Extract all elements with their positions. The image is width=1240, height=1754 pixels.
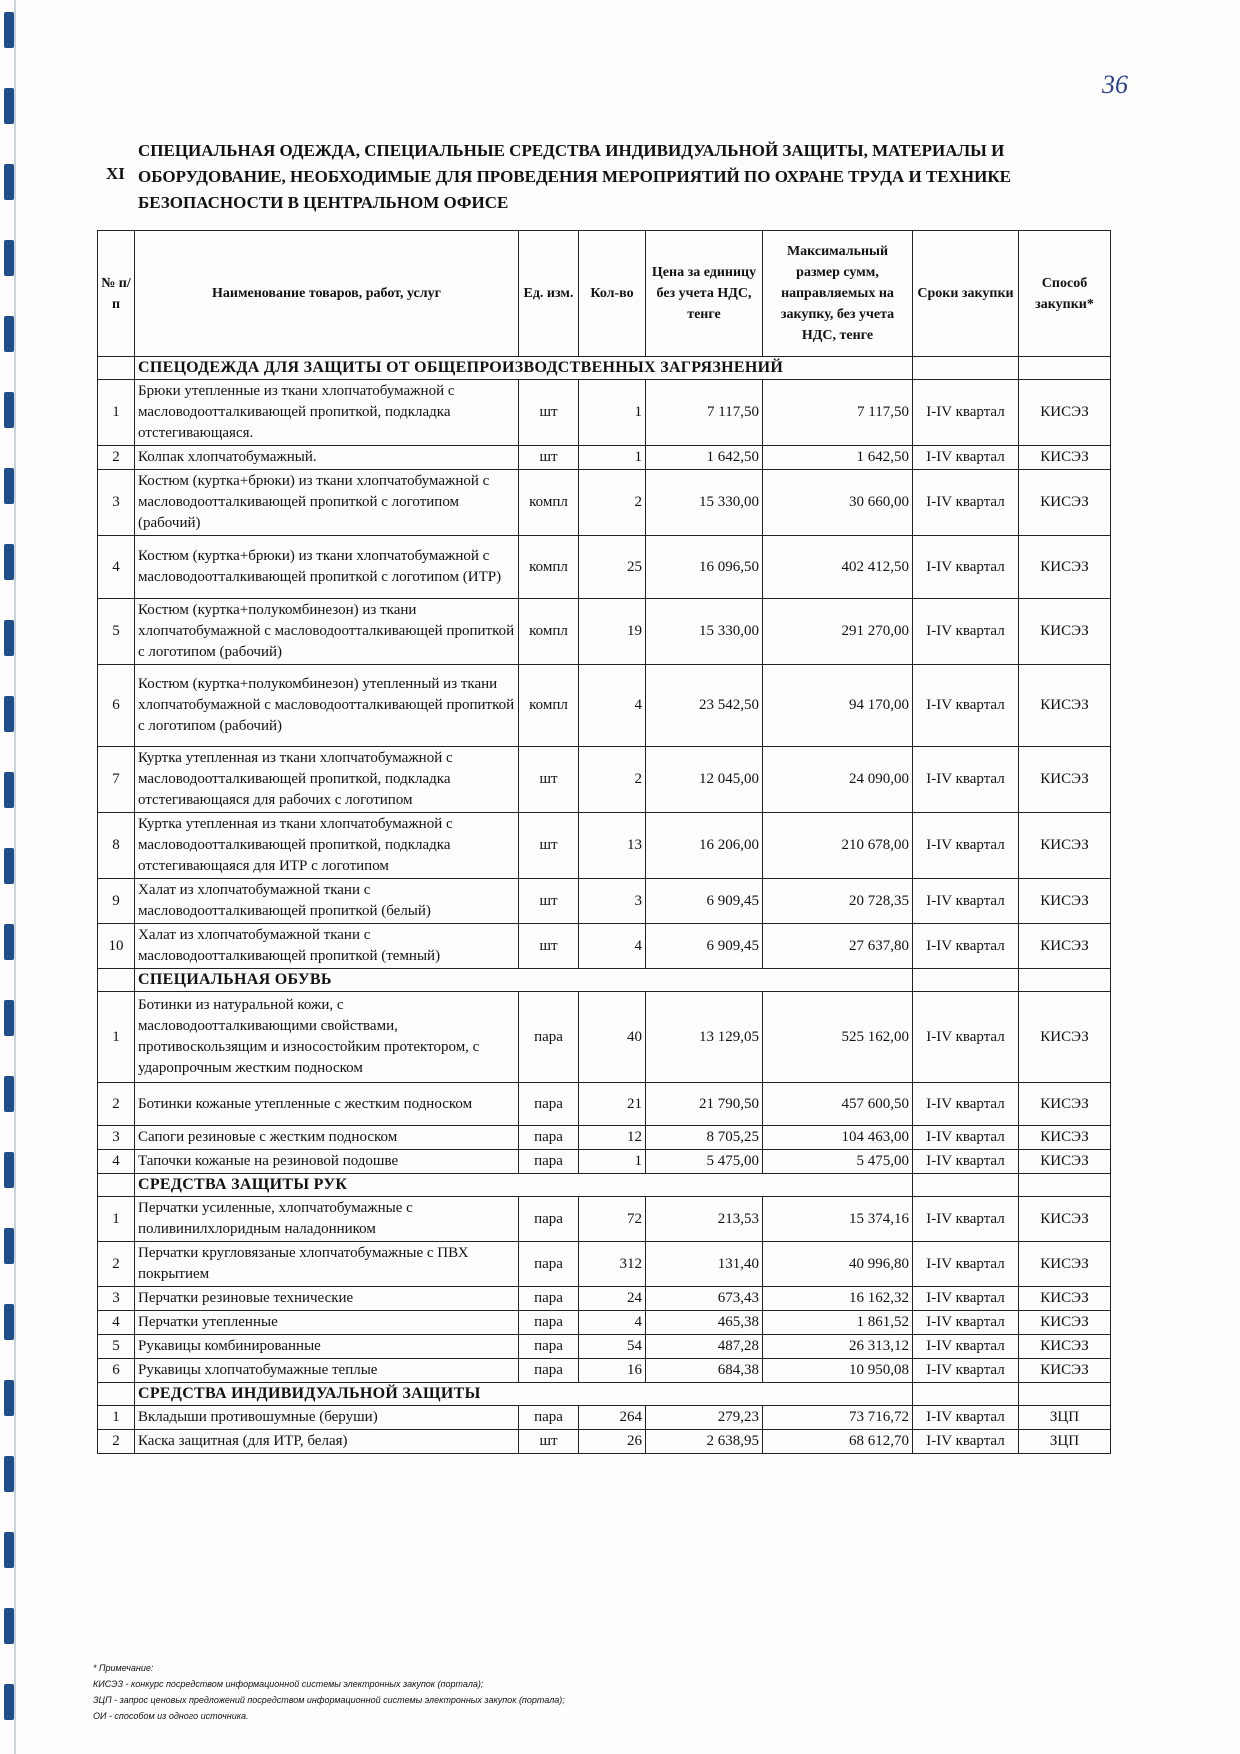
row-unit: шт <box>519 813 579 879</box>
category-num-cell <box>98 969 135 992</box>
category-term-cell <box>913 357 1019 380</box>
row-price: 1 642,50 <box>646 446 763 470</box>
row-unit: шт <box>519 380 579 446</box>
binding-hole <box>4 1380 14 1416</box>
category-method-cell <box>1019 1383 1111 1406</box>
row-name: Халат из хлопчатобумажной ткани с масловодоотталкивающей пропиткой (белый) <box>135 879 519 924</box>
table-row <box>98 1126 1111 1150</box>
row-num: 4 <box>98 1150 135 1174</box>
category-row <box>98 969 1111 992</box>
row-num: 9 <box>98 879 135 924</box>
row-qty: 2 <box>579 747 646 813</box>
row-term: I-IV квартал <box>913 665 1019 747</box>
category-method-cell <box>1019 969 1111 992</box>
row-price: 213,53 <box>646 1197 763 1242</box>
table-body <box>98 357 1111 1454</box>
binding-hole <box>4 1608 14 1644</box>
row-method: КИСЭЗ <box>1019 992 1111 1083</box>
row-method: КИСЭЗ <box>1019 599 1111 665</box>
page-number: 36 <box>1102 70 1128 99</box>
row-qty: 25 <box>579 536 646 599</box>
procurement-table <box>97 230 1111 1454</box>
row-method: КИСЭЗ <box>1019 665 1111 747</box>
row-term: I-IV квартал <box>913 536 1019 599</box>
row-term: I-IV квартал <box>913 446 1019 470</box>
row-sum: 291 270,00 <box>763 599 913 665</box>
table-row <box>98 992 1111 1083</box>
row-qty: 3 <box>579 879 646 924</box>
binding-hole <box>4 1684 14 1720</box>
row-method: КИСЭЗ <box>1019 1126 1111 1150</box>
row-name: Костюм (куртка+полукомбинезон) из ткани хлопчатобумажной с масловодоотталкивающей пропиткой с логотипом (рабочий) <box>135 599 519 665</box>
row-term: I-IV квартал <box>913 1126 1019 1150</box>
row-qty: 4 <box>579 924 646 969</box>
row-sum: 7 117,50 <box>763 380 913 446</box>
row-name: Перчатки усиленные, хлопчатобумажные с поливинилхлоридным наладонником <box>135 1197 519 1242</box>
row-term: I-IV квартал <box>913 879 1019 924</box>
table-row <box>98 813 1111 879</box>
row-price: 6 909,45 <box>646 879 763 924</box>
row-price: 21 790,50 <box>646 1083 763 1126</box>
row-num: 1 <box>98 1197 135 1242</box>
row-price: 12 045,00 <box>646 747 763 813</box>
category-title: СРЕДСТВА ИНДИВИДУАЛЬНОЙ ЗАЩИТЫ <box>135 1383 913 1406</box>
category-title: СПЕЦОДЕЖДА ДЛЯ ЗАЩИТЫ ОТ ОБЩЕПРОИЗВОДСТВЕННЫХ ЗАГРЯЗНЕНИЙ <box>135 357 913 380</box>
row-num: 6 <box>98 665 135 747</box>
table-row <box>98 1287 1111 1311</box>
row-method: КИСЭЗ <box>1019 1242 1111 1287</box>
binding-hole <box>4 620 14 656</box>
row-qty: 12 <box>579 1126 646 1150</box>
row-qty: 1 <box>579 380 646 446</box>
table-header-row <box>98 231 1111 357</box>
footnote-line: КИСЭЗ - конкурс посредством информационной системы электронных закупок (портала); <box>93 1679 484 1689</box>
row-unit: пара <box>519 1150 579 1174</box>
row-price: 7 117,50 <box>646 380 763 446</box>
row-name: Тапочки кожаные на резиновой подошве <box>135 1150 519 1174</box>
row-name: Костюм (куртка+брюки) из ткани хлопчатобумажной с масловодоотталкивающей пропиткой с логотипом (ИТР) <box>135 536 519 599</box>
row-method: КИСЭЗ <box>1019 1287 1111 1311</box>
row-name: Брюки утепленные из ткани хлопчатобумажной с масловодоотталкивающей пропиткой, подкладка отстегивающаяся. <box>135 380 519 446</box>
row-unit: пара <box>519 1287 579 1311</box>
table-row <box>98 665 1111 747</box>
table-row <box>98 446 1111 470</box>
row-qty: 19 <box>579 599 646 665</box>
header-price: Цена за единицу без учета НДС, тенге <box>646 231 763 357</box>
row-sum: 402 412,50 <box>763 536 913 599</box>
binding-hole <box>4 1076 14 1112</box>
row-num: 1 <box>98 380 135 446</box>
table-row <box>98 1335 1111 1359</box>
row-price: 279,23 <box>646 1406 763 1430</box>
row-method: КИСЭЗ <box>1019 924 1111 969</box>
header-qty: Кол-во <box>579 231 646 357</box>
category-row <box>98 357 1111 380</box>
row-term: I-IV квартал <box>913 1335 1019 1359</box>
row-name: Ботинки из натуральной кожи, с масловодоотталкивающими свойствами, противоскользящим и износостойким протектором, с ударопрочным жестким подноском <box>135 992 519 1083</box>
row-num: 2 <box>98 1430 135 1454</box>
row-method: КИСЭЗ <box>1019 879 1111 924</box>
row-num: 3 <box>98 1287 135 1311</box>
footnote-line: ЗЦП - запрос ценовых предложений посредством информационной системы электронных закупок (портала); <box>93 1695 565 1705</box>
row-sum: 1 642,50 <box>763 446 913 470</box>
row-name: Ботинки кожаные утепленные с жестким подноском <box>135 1083 519 1126</box>
row-term: I-IV квартал <box>913 1197 1019 1242</box>
row-sum: 10 950,08 <box>763 1359 913 1383</box>
row-name: Костюм (куртка+полукомбинезон) утепленный из ткани хлопчатобумажной с масловодоотталкивающей пропиткой с логотипом (рабочий) <box>135 665 519 747</box>
row-sum: 104 463,00 <box>763 1126 913 1150</box>
row-method: КИСЭЗ <box>1019 1335 1111 1359</box>
category-term-cell <box>913 1174 1019 1197</box>
row-sum: 24 090,00 <box>763 747 913 813</box>
row-term: I-IV квартал <box>913 813 1019 879</box>
row-num: 1 <box>98 1406 135 1430</box>
category-row <box>98 1174 1111 1197</box>
row-price: 16 206,00 <box>646 813 763 879</box>
binding-hole <box>4 1152 14 1188</box>
table-row <box>98 536 1111 599</box>
row-num: 4 <box>98 536 135 599</box>
table-row <box>98 879 1111 924</box>
row-term: I-IV квартал <box>913 1083 1019 1126</box>
row-qty: 312 <box>579 1242 646 1287</box>
spiral-binding <box>0 0 22 1754</box>
row-price: 684,38 <box>646 1359 763 1383</box>
row-price: 13 129,05 <box>646 992 763 1083</box>
binding-hole <box>4 544 14 580</box>
row-qty: 54 <box>579 1335 646 1359</box>
table-row <box>98 747 1111 813</box>
table-row <box>98 470 1111 536</box>
category-method-cell <box>1019 1174 1111 1197</box>
category-method-cell <box>1019 357 1111 380</box>
row-sum: 457 600,50 <box>763 1083 913 1126</box>
row-term: I-IV квартал <box>913 1406 1019 1430</box>
header-unit: Ед. изм. <box>519 231 579 357</box>
row-term: I-IV квартал <box>913 599 1019 665</box>
row-unit: шт <box>519 1430 579 1454</box>
row-price: 131,40 <box>646 1242 763 1287</box>
binding-hole <box>4 1532 14 1568</box>
row-sum: 5 475,00 <box>763 1150 913 1174</box>
row-method: КИСЭЗ <box>1019 1311 1111 1335</box>
row-term: I-IV квартал <box>913 1430 1019 1454</box>
row-name: Вкладыши противошумные (беруши) <box>135 1406 519 1430</box>
row-sum: 210 678,00 <box>763 813 913 879</box>
table-row <box>98 1150 1111 1174</box>
row-qty: 72 <box>579 1197 646 1242</box>
row-method: КИСЭЗ <box>1019 1083 1111 1126</box>
row-num: 10 <box>98 924 135 969</box>
row-method: КИСЭЗ <box>1019 1359 1111 1383</box>
header-sum: Максимальный размер сумм, направляемых на закупку, без учета НДС, тенге <box>763 231 913 357</box>
category-num-cell <box>98 357 135 380</box>
row-num: 6 <box>98 1359 135 1383</box>
binding-hole <box>4 924 14 960</box>
row-method: КИСЭЗ <box>1019 446 1111 470</box>
row-method: КИСЭЗ <box>1019 813 1111 879</box>
row-unit: пара <box>519 1311 579 1335</box>
row-name: Куртка утепленная из ткани хлопчатобумажной с масловодоотталкивающей пропиткой, подкладка отстегивающаяся для рабочих с логотипом <box>135 747 519 813</box>
row-term: I-IV квартал <box>913 992 1019 1083</box>
binding-hole <box>4 12 14 48</box>
category-title: СПЕЦИАЛЬНАЯ ОБУВЬ <box>135 969 913 992</box>
row-unit: шт <box>519 446 579 470</box>
row-term: I-IV квартал <box>913 1150 1019 1174</box>
row-num: 5 <box>98 599 135 665</box>
row-num: 1 <box>98 992 135 1083</box>
category-title: СРЕДСТВА ЗАЩИТЫ РУК <box>135 1174 913 1197</box>
section-title: СПЕЦИАЛЬНАЯ ОДЕЖДА, СПЕЦИАЛЬНЫЕ СРЕДСТВА ИНДИВИДУАЛЬНОЙ ЗАЩИТЫ, МАТЕРИАЛЫ И ОБОРУДОВАНИЕ, НЕОБХОДИМЫЕ ДЛЯ ПРОВЕДЕНИЯ МЕРОПРИЯТИЙ ПО ОХРАНЕ ТРУДА И ТЕХНИКЕ БЕЗОПАСНОСТИ В ЦЕНТРАЛЬНОМ ОФИСЕ <box>138 141 1012 212</box>
row-sum: 26 313,12 <box>763 1335 913 1359</box>
row-method: ЗЦП <box>1019 1406 1111 1430</box>
table-row <box>98 1406 1111 1430</box>
row-qty: 4 <box>579 1311 646 1335</box>
row-qty: 13 <box>579 813 646 879</box>
row-sum: 73 716,72 <box>763 1406 913 1430</box>
row-qty: 26 <box>579 1430 646 1454</box>
row-name: Костюм (куртка+брюки) из ткани хлопчатобумажной с масловодоотталкивающей пропиткой с логотипом (рабочий) <box>135 470 519 536</box>
header-num: № п/п <box>98 231 135 357</box>
row-unit: шт <box>519 879 579 924</box>
binding-hole <box>4 164 14 200</box>
row-qty: 2 <box>579 470 646 536</box>
row-sum: 40 996,80 <box>763 1242 913 1287</box>
row-unit: шт <box>519 747 579 813</box>
row-price: 6 909,45 <box>646 924 763 969</box>
row-method: КИСЭЗ <box>1019 380 1111 446</box>
row-unit: компл <box>519 665 579 747</box>
row-method: КИСЭЗ <box>1019 536 1111 599</box>
row-sum: 525 162,00 <box>763 992 913 1083</box>
row-name: Рукавицы хлопчатобумажные теплые <box>135 1359 519 1383</box>
row-name: Халат из хлопчатобумажной ткани с масловодоотталкивающей пропиткой (темный) <box>135 924 519 969</box>
row-method: КИСЭЗ <box>1019 1197 1111 1242</box>
section-number: XI <box>106 164 125 183</box>
row-method: ЗЦП <box>1019 1430 1111 1454</box>
table-row <box>98 1242 1111 1287</box>
row-sum: 30 660,00 <box>763 470 913 536</box>
row-term: I-IV квартал <box>913 1359 1019 1383</box>
category-term-cell <box>913 1383 1019 1406</box>
row-name: Каска защитная (для ИТР, белая) <box>135 1430 519 1454</box>
row-qty: 16 <box>579 1359 646 1383</box>
category-term-cell <box>913 969 1019 992</box>
table-row <box>98 924 1111 969</box>
row-unit: пара <box>519 1335 579 1359</box>
row-name: Куртка утепленная из ткани хлопчатобумажной с масловодоотталкивающей пропиткой, подкладка отстегивающаяся для ИТР с логотипом <box>135 813 519 879</box>
row-term: I-IV квартал <box>913 380 1019 446</box>
row-unit: пара <box>519 1406 579 1430</box>
row-unit: пара <box>519 1197 579 1242</box>
row-name: Перчатки кругловязаные хлопчатобумажные с ПВХ покрытием <box>135 1242 519 1287</box>
table-row <box>98 1083 1111 1126</box>
binding-hole <box>4 1304 14 1340</box>
category-num-cell <box>98 1174 135 1197</box>
row-num: 4 <box>98 1311 135 1335</box>
row-unit: пара <box>519 1083 579 1126</box>
row-num: 8 <box>98 813 135 879</box>
table-row <box>98 380 1111 446</box>
category-row <box>98 1383 1111 1406</box>
table-row <box>98 1197 1111 1242</box>
row-qty: 264 <box>579 1406 646 1430</box>
row-num: 2 <box>98 1242 135 1287</box>
row-price: 23 542,50 <box>646 665 763 747</box>
row-sum: 1 861,52 <box>763 1311 913 1335</box>
row-price: 16 096,50 <box>646 536 763 599</box>
row-name: Перчатки резиновые технические <box>135 1287 519 1311</box>
row-qty: 1 <box>579 1150 646 1174</box>
binding-hole <box>4 1456 14 1492</box>
row-price: 15 330,00 <box>646 599 763 665</box>
binding-hole <box>4 240 14 276</box>
table-row <box>98 1311 1111 1335</box>
row-term: I-IV квартал <box>913 924 1019 969</box>
header-name: Наименование товаров, работ, услуг <box>135 231 519 357</box>
row-price: 8 705,25 <box>646 1126 763 1150</box>
row-price: 673,43 <box>646 1287 763 1311</box>
row-unit: компл <box>519 536 579 599</box>
row-name: Сапоги резиновые с жестким подноском <box>135 1126 519 1150</box>
row-method: КИСЭЗ <box>1019 1150 1111 1174</box>
binding-hole <box>4 772 14 808</box>
row-num: 3 <box>98 470 135 536</box>
row-num: 3 <box>98 1126 135 1150</box>
row-num: 2 <box>98 446 135 470</box>
row-sum: 94 170,00 <box>763 665 913 747</box>
row-sum: 68 612,70 <box>763 1430 913 1454</box>
row-qty: 4 <box>579 665 646 747</box>
row-unit: компл <box>519 470 579 536</box>
row-unit: компл <box>519 599 579 665</box>
row-sum: 15 374,16 <box>763 1197 913 1242</box>
binding-hole <box>4 1228 14 1264</box>
row-term: I-IV квартал <box>913 1287 1019 1311</box>
header-term: Сроки закупки <box>913 231 1019 357</box>
row-term: I-IV квартал <box>913 1311 1019 1335</box>
row-price: 15 330,00 <box>646 470 763 536</box>
row-qty: 24 <box>579 1287 646 1311</box>
row-qty: 21 <box>579 1083 646 1126</box>
row-term: I-IV квартал <box>913 747 1019 813</box>
row-term: I-IV квартал <box>913 1242 1019 1287</box>
row-num: 5 <box>98 1335 135 1359</box>
row-price: 465,38 <box>646 1311 763 1335</box>
row-name: Колпак хлопчатобумажный. <box>135 446 519 470</box>
row-num: 7 <box>98 747 135 813</box>
row-unit: пара <box>519 1126 579 1150</box>
row-sum: 20 728,35 <box>763 879 913 924</box>
header-method: Способ закупки* <box>1019 231 1111 357</box>
binding-hole <box>4 1000 14 1036</box>
row-num: 2 <box>98 1083 135 1126</box>
row-qty: 40 <box>579 992 646 1083</box>
row-term: I-IV квартал <box>913 470 1019 536</box>
binding-hole <box>4 316 14 352</box>
table-row <box>98 1359 1111 1383</box>
row-name: Перчатки утепленные <box>135 1311 519 1335</box>
row-name: Рукавицы комбинированные <box>135 1335 519 1359</box>
row-unit: пара <box>519 1359 579 1383</box>
binding-hole <box>4 392 14 428</box>
footnote-line: * Примечание: <box>93 1663 154 1673</box>
row-price: 487,28 <box>646 1335 763 1359</box>
binding-spine <box>14 0 16 1754</box>
table-row <box>98 599 1111 665</box>
row-price: 5 475,00 <box>646 1150 763 1174</box>
row-price: 2 638,95 <box>646 1430 763 1454</box>
binding-hole <box>4 88 14 124</box>
row-unit: пара <box>519 1242 579 1287</box>
table-row <box>98 1430 1111 1454</box>
row-sum: 16 162,32 <box>763 1287 913 1311</box>
row-method: КИСЭЗ <box>1019 747 1111 813</box>
row-qty: 1 <box>579 446 646 470</box>
category-num-cell <box>98 1383 135 1406</box>
footnote <box>93 1660 565 1724</box>
row-sum: 27 637,80 <box>763 924 913 969</box>
footnote-line: ОИ - способом из одного источника. <box>93 1711 249 1721</box>
row-method: КИСЭЗ <box>1019 470 1111 536</box>
binding-hole <box>4 848 14 884</box>
row-unit: пара <box>519 992 579 1083</box>
row-unit: шт <box>519 924 579 969</box>
binding-hole <box>4 468 14 504</box>
binding-hole <box>4 696 14 732</box>
